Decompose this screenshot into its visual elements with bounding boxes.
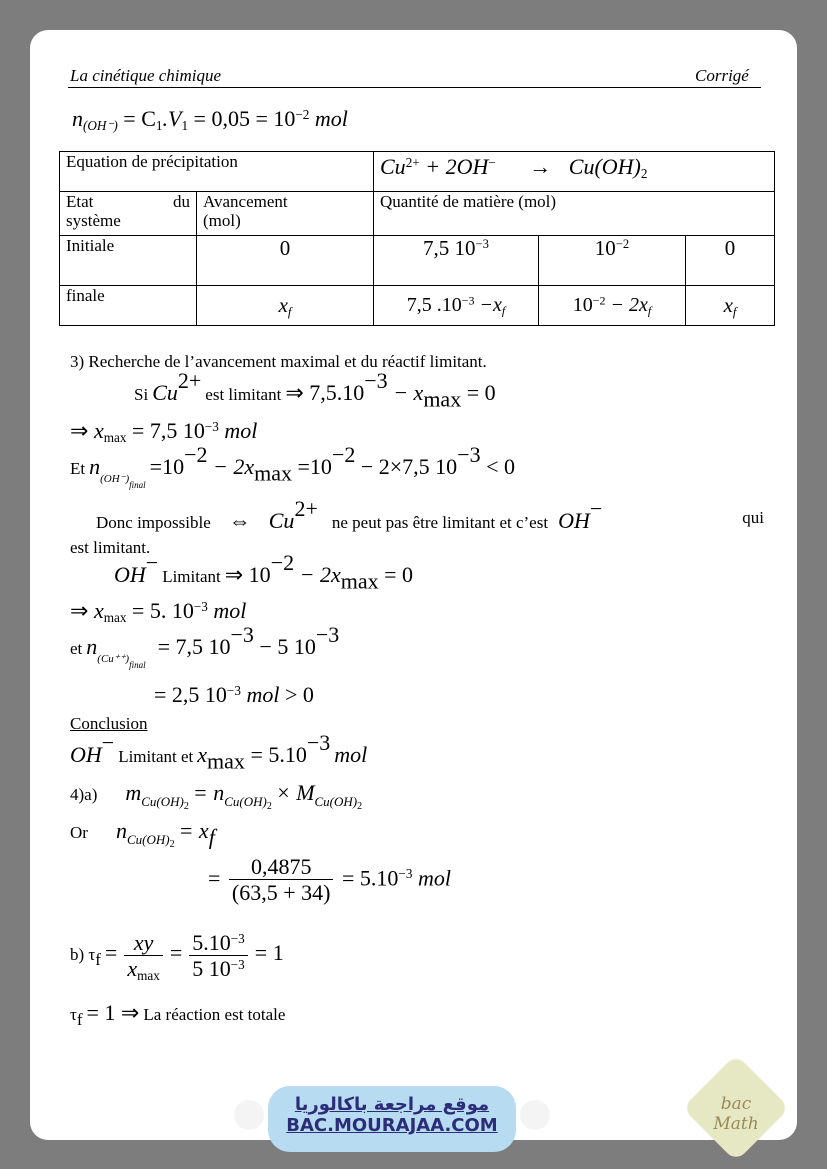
et-exp3: −3 [457,441,481,467]
frac1-num: xy [124,930,162,956]
initial-x: 0 [279,236,291,260]
s4b-line [70,930,284,983]
s4-or-line [70,818,215,850]
c-oh: OH [70,742,102,767]
et2-label: et [70,639,83,658]
et-rest3: =10 [292,454,332,479]
eq-exp: −2 [295,106,310,122]
frac-eq: = [208,865,221,891]
et-n-sub: (OH⁻) [100,473,130,485]
table-cell [686,236,775,286]
header-rule [68,87,761,88]
et2-rest2: − 5 10 [253,634,316,659]
s4b-res: = 1 [254,940,284,966]
s4a-n-sub: Cu(OH) [224,794,267,809]
header-right: Corrigé [695,66,749,85]
c-unit: mol [334,742,368,767]
frac2-num: 5.10 [192,930,231,955]
frac2-num-exp: −3 [230,930,245,946]
implies-icon: ⇒ [70,598,89,623]
initial-product: 0 [724,236,736,260]
table-cell [374,192,775,236]
et2-exp: −3 [230,621,254,647]
final-product: x [723,293,733,317]
table-row [60,286,775,326]
eq-unit: mol [314,106,348,131]
impl1-sub: max [423,386,462,412]
et2-exp2: −3 [315,621,340,647]
initiale-label: Initiale [66,236,115,255]
ohlim-oh: OH [114,562,146,587]
donc-cu-sup: 2+ [294,495,318,521]
table-cell [539,236,686,286]
eq-product: Cu(OH) [568,154,641,179]
footer-arabic[interactable]: موقع مراجعة باكالوريا [294,1094,490,1115]
s4a-M-sub: Cu(OH) [314,794,358,809]
xmax-rest: = 7,5 10 [126,418,205,443]
et2-sub2: final [129,660,146,670]
finale-label: finale [66,286,105,305]
c-sup: − [101,729,115,755]
s4a-times: × M [275,780,315,805]
c-label: Limitant et [118,747,194,766]
et-label: Et [70,459,86,478]
final-cu: 7,5 .10 [406,294,462,316]
s4a-eq: = n [192,780,225,805]
ohlim-sub: max [340,568,379,594]
initial-oh: 10 [594,236,616,260]
header-title: La cinétique chimique [70,66,222,85]
table-row [60,236,775,286]
fraction [229,854,334,907]
xmax-unit: mol [224,418,258,443]
line-n-oh [72,106,348,132]
xm-unit: mol [213,598,247,623]
xmax-x: x [93,418,104,443]
res-value: = 2,5 10 [154,682,227,707]
initial-cu-exp: −3 [475,237,489,252]
initial-cu: 7,5 10 [423,236,476,260]
tau-symbol: τ [70,1005,77,1024]
c-sub: 1 [155,117,163,133]
eq-cu-sup: 2+ [405,154,420,170]
or-sub: Cu(OH) [126,832,170,847]
eq-rest: = 0,05 = 10 [193,106,296,131]
et-n-sub2: final [129,480,146,490]
res-exp: −3 [226,682,241,698]
si-label: Si [134,385,149,404]
or-eq: = x [178,818,209,843]
xm-exp: −3 [193,598,208,614]
s3-line-donc [96,495,764,534]
eq-c: = C [123,106,156,131]
ohlim-rest: − 2x [294,562,341,587]
donc-label: Donc impossible [96,513,211,532]
xmax-exp: −3 [204,418,219,434]
et2-n: n [86,634,98,659]
final-cu-rest: −x [474,294,502,316]
frac1-den: x [127,956,138,982]
impl1-exp: −3 [364,367,388,393]
et-rest2: − 2x [207,454,255,479]
s4a-m-sub2: 2 [183,801,189,812]
s4b-label: b) τ [70,945,96,965]
ohlim-exp: −2 [270,549,295,575]
fraction [189,930,248,983]
table-cell [374,236,539,286]
et-rest: =10 [149,454,185,479]
s4-tau-line [70,1000,286,1030]
xm-rest: = 5. 10 [126,598,194,623]
et-exp: −2 [184,441,208,467]
table-cell [60,236,197,286]
final-oh-sub: f [647,303,652,318]
avancement-unit: (mol) [203,211,241,230]
xm-sub: max [103,609,127,625]
frac-unit: mol [417,865,451,891]
s4b-eq2: = [169,940,183,966]
s4a-M-sub2: 2 [357,801,363,812]
eq-product-sub: 2 [640,165,648,181]
implies-icon: ⇒ [70,418,89,443]
or-label: Or [70,823,88,842]
quantite-label: Quantité de matière (mol) [380,192,557,211]
si-cu-sup: 2+ [177,367,202,393]
eq-cu: Cu [380,154,406,179]
est-limitant-label: est limitant [205,385,282,404]
table-cell [60,152,374,192]
table-cell [686,286,775,326]
equiv-icon: ⇔ [228,508,251,533]
final-oh-rest: − 2x [605,294,648,316]
equation-label: Equation de précipitation [66,152,238,171]
tau-text: La réaction est totale [143,1005,286,1024]
est-limitant-line: est limitant. [70,538,151,557]
eq-oh-sup: − [488,154,496,170]
s4b-eq: = [104,940,118,966]
ohlim-label: Limitant [162,567,221,586]
et-rest4: − 2×7,5 10 [355,454,458,479]
conclusion-heading: Conclusion [70,714,148,733]
footer-banner[interactable] [268,1086,516,1152]
final-oh: 10 [572,294,593,316]
table-cell [60,192,197,236]
c-exp: −3 [306,729,331,755]
fraction [124,930,162,983]
table-cell [374,286,539,326]
v-sub: 1 [181,117,189,133]
dot-v: .V [162,106,182,131]
avancement-label: Avancement [203,192,288,211]
xm-x: x [93,598,104,623]
final-x-sub: f [287,304,292,319]
res-unit: mol [246,682,280,707]
res-end: > 0 [279,682,314,707]
etat-label: Etat [66,192,94,211]
frac2-den-exp: −3 [230,957,245,973]
table-row [60,152,775,192]
ohlim-end: = 0 [378,562,414,587]
donc-oh: OH [558,508,590,533]
et-exp2: −2 [331,441,356,467]
table-cell [197,236,374,286]
conclusion-line [70,729,368,774]
si-cu: Cu [152,380,178,405]
impl1-end: = 0 [461,380,496,405]
s3-line-res [154,682,314,708]
du-label: du [173,192,190,211]
s4-fraction-line [208,854,451,907]
s4a-line [70,780,362,812]
final-oh-exp: −2 [592,293,606,308]
et2-sub: (Cu⁺⁺) [97,653,130,665]
frac-res: = 5.10 [341,865,399,891]
et2-rest: = 7,5 10 [157,634,231,659]
s3-line-oh-lim [114,549,414,594]
s3-line-et [70,441,516,490]
s3-line-xmax [70,418,257,444]
impl1-rest: − x [387,380,424,405]
n-sub: (OH⁻) [83,117,118,133]
table-cell [60,286,197,326]
ohlim-eq: ⇒ 10 [224,562,271,587]
document-page [30,30,797,1140]
final-product-sub: f [732,304,737,319]
tau-sub: f [76,1010,83,1030]
final-cu-exp: −3 [461,293,475,308]
final-cu-sub: f [501,303,506,318]
s4a-label: 4)a) [70,785,98,804]
c-sub: max [207,748,245,774]
c-x: x [197,742,208,767]
s4a-m-sub: Cu(OH) [141,794,184,809]
initial-oh-exp: −2 [615,237,630,252]
final-x: x [278,293,288,317]
impl1: ⇒ 7,5.10 [285,380,365,405]
table-cell [539,286,686,326]
arrow-icon: → [529,154,552,179]
progress-table [59,151,775,326]
donc-cu: Cu [268,508,295,533]
footer-latin[interactable]: BAC.MOURAJAA.COM [286,1115,498,1136]
frac-num: 0,4875 [229,854,334,880]
systeme-label: système [66,211,121,230]
n-symbol: n [72,106,83,131]
table-cell [374,152,775,192]
logo-left [234,1100,264,1130]
donc-oh-sup: − [589,495,603,521]
s3-line-et2 [70,621,340,670]
qui-label: qui [742,508,764,527]
s3-line-si [134,367,496,412]
table-cell [197,286,374,326]
badge-text: bac Math [713,1094,759,1134]
or-xsub: f [208,824,215,850]
tau-eq: = 1 ⇒ [86,1000,140,1025]
frac2-den: 5 10 [192,956,231,982]
or-sub2: 2 [169,839,175,850]
et-sub: max [254,460,293,486]
or-n: n [115,818,127,843]
frac-exp: −3 [398,866,413,882]
et-end: < 0 [480,454,516,479]
xmax-sub: max [103,429,127,445]
logo-right [520,1100,550,1130]
s4b-sub: f [95,950,101,970]
donc-rest: ne peut pas être limitant et c’est [331,513,549,532]
table-cell [197,192,374,236]
s4a-m: m [125,780,142,805]
eq-oh: + 2OH [419,154,489,179]
et-n: n [89,454,101,479]
ohlim-sup: − [145,549,159,575]
c-rest: = 5.10 [244,742,307,767]
frac-den: (63,5 + 34) [231,880,331,906]
s3-title: 3) Recherche de l’avancement maximal et du réactif limitant. [70,352,487,371]
frac1-den-sub: max [137,968,160,984]
table-row [60,192,775,236]
s4a-n-sub2: 2 [266,801,272,812]
s3-line-xmax2 [70,598,246,624]
